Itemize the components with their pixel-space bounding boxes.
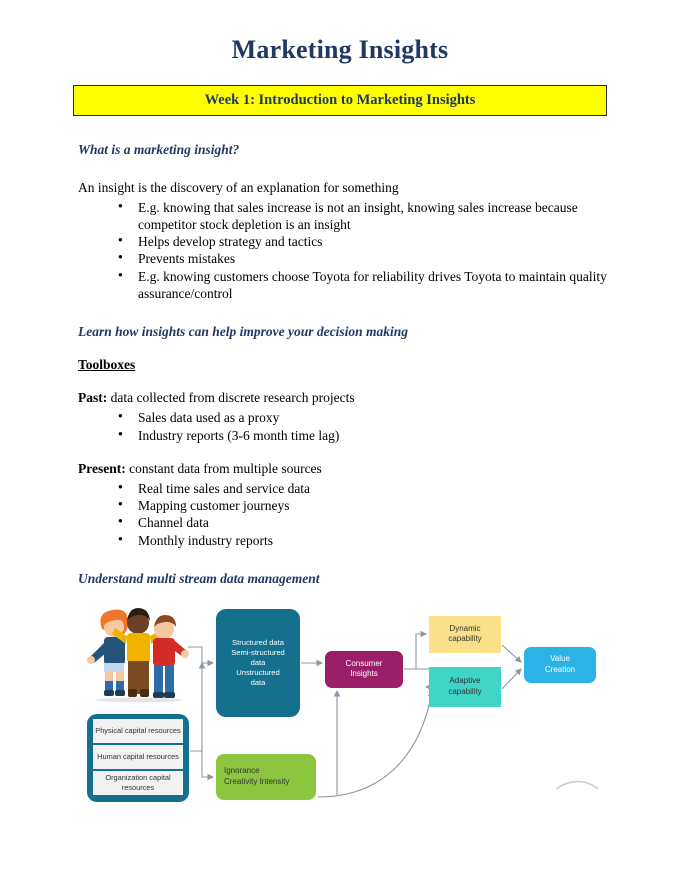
week-banner <box>73 85 607 116</box>
adaptive-line: capability <box>448 686 482 696</box>
list-item: ● Sales data used as a proxy <box>118 409 610 426</box>
spacer <box>78 373 610 390</box>
page-title: Marketing Insights <box>231 35 449 64</box>
value-line: Creation <box>544 664 576 674</box>
insights-line: Insights <box>350 669 378 679</box>
insights-line: Consumer <box>345 658 383 668</box>
dynamic-capability-box <box>429 616 501 653</box>
list-item: ● Mapping customer journeys <box>118 497 610 514</box>
spacer <box>78 340 610 357</box>
past-text: data collected from discrete research projects <box>107 390 355 406</box>
list-item: ● Prevents mistakes <box>118 250 610 267</box>
list-item: ● E.g. knowing customers choose Toyota for reliability drives Toyota to maintain quality assurance/control <box>118 268 610 303</box>
list-item: ● E.g. knowing that sales increase is not an insight, knowing sales increase because competitor stock depletion is an insight <box>118 199 610 234</box>
adaptive-capability-box <box>429 667 501 707</box>
value-line: Value <box>550 654 570 664</box>
structured-data-box <box>216 609 300 717</box>
resources-stack <box>87 714 189 802</box>
present-label: Present: <box>78 460 126 476</box>
list-item: ● Channel data <box>118 514 610 531</box>
list-item: ● Real time sales and service data <box>118 480 610 497</box>
heading-what-is-insight: What is a marketing insight? <box>78 141 240 157</box>
present-bullet-list <box>78 480 610 549</box>
spacer <box>78 302 610 324</box>
consumer-insights-box <box>325 651 403 688</box>
list-item: ● Industry reports (3-6 month time lag) <box>118 427 610 444</box>
heading-multi-stream: Understand multi stream data management <box>78 570 320 586</box>
consumers-clipart-icon <box>84 603 192 705</box>
heading-learn-insights: Learn how insights can help improve your decision making <box>78 324 409 340</box>
ignorance-creativity-box <box>216 754 316 800</box>
dynamic-line: capability <box>448 634 482 644</box>
list-item: ● Monthly industry reports <box>118 532 610 549</box>
spacer <box>78 158 610 180</box>
value-creation-box <box>524 647 596 683</box>
data-line: data <box>250 677 266 687</box>
heading-toolboxes: Toolboxes <box>78 357 136 373</box>
resource-item: Human capital resources <box>93 745 183 769</box>
multi-stream-diagram <box>0 599 680 834</box>
adaptive-line: Adaptive <box>449 676 481 686</box>
past-paragraph <box>78 390 610 407</box>
insight-bullet-list <box>78 199 610 303</box>
present-text: constant data from multiple sources <box>125 460 322 476</box>
list-item: ● Helps develop strategy and tactics <box>118 233 610 250</box>
week-banner-label: Week 1: Introduction to Marketing Insights <box>204 91 476 108</box>
document-body <box>0 142 680 587</box>
present-paragraph <box>78 461 610 478</box>
spacer <box>78 549 610 571</box>
past-label: Past: <box>78 390 108 406</box>
resource-item: Physical capital resources <box>93 719 183 743</box>
data-line: Unstructured <box>236 667 280 677</box>
data-line: data <box>250 657 266 667</box>
data-line: Semi-structured <box>231 647 285 657</box>
green-line: Creativity Intensity <box>224 776 290 786</box>
dynamic-line: Dynamic <box>449 623 481 633</box>
data-line: Structured data <box>232 637 284 647</box>
decorative-arc <box>556 781 598 789</box>
green-line: Ignorance <box>224 766 260 776</box>
spacer <box>78 444 610 461</box>
insight-lead-text: An insight is the discovery of an explanation for something <box>78 179 399 195</box>
resource-item: Organization capital resources <box>93 771 183 795</box>
past-bullet-list <box>78 409 610 444</box>
